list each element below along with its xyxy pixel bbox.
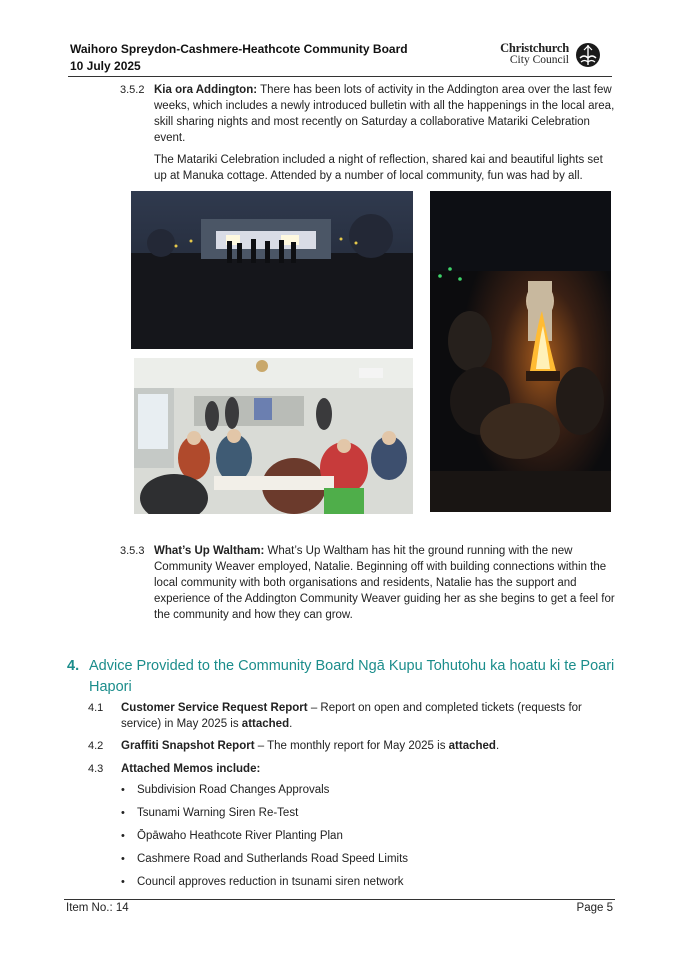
item-3-5-2-heading: Kia ora Addington: [154, 84, 258, 96]
logo-line2: City Council [509, 54, 569, 66]
memo-item: Subdivision Road Changes Approvals [137, 784, 330, 796]
memo-item: Council approves reduction in tsunami siren network [137, 876, 404, 888]
footer-item-number: Item No.: 14 [66, 902, 129, 914]
item-4-1-end: . [289, 718, 293, 730]
header-divider [68, 76, 612, 77]
bullet-icon: • [121, 784, 125, 796]
section-4-number: 4. [67, 658, 80, 674]
item-number-3-5-2: 3.5.2 [120, 84, 145, 96]
item-3-5-2-text: There has been lots of activity in the Addington area over the last few weeks, which includes a newly introduced bulletin with all the happenings in the local area, skill sharing nights and most recently on Saturday a collaborative Matariki Celebration event. [154, 84, 615, 144]
section-4-heading [67, 656, 627, 695]
item-4-1-text: – Report on open and completed tickets (requests for service) in May 2025 is [121, 702, 582, 730]
council-logo-icon [575, 42, 601, 68]
item-3-5-3-heading: What’s Up Waltham: [154, 545, 265, 557]
footer-page-number: Page 5 [576, 902, 613, 914]
memo-item: Tsunami Warning Siren Re-Test [137, 807, 299, 819]
footer-divider [64, 899, 615, 900]
item-4-2-attached: attached [448, 740, 496, 752]
bullet-icon: • [121, 853, 125, 865]
logo-line1: Christchurch [500, 41, 569, 55]
item-4-1-paragraph [121, 700, 611, 732]
item-4-2-text: – The monthly report for May 2025 is [254, 740, 449, 752]
bullet-icon: • [121, 830, 125, 842]
section-4-title: Advice Provided to the Community Board Ngā Kupu Tohutohu ka hoatu ki te Poari Hapori [89, 658, 615, 695]
item-4-1-heading: Customer Service Request Report [121, 702, 308, 714]
item-number-4-2: 4.2 [88, 740, 104, 752]
meeting-date: 10 July 2025 [70, 59, 141, 73]
council-logo [497, 41, 601, 69]
bullet-icon: • [121, 876, 125, 888]
item-4-2-end: . [495, 740, 500, 752]
item-3-5-2-paragraph-2: The Matariki Celebration included a night of reflection, shared kai and beautiful lights set up at Manuka cottage. Attended by a number of local community, fun was had by all. [154, 154, 603, 182]
item-3-5-3-text: What’s Up Waltham has hit the ground running with the new Community Weaver employed, Natalie. Beginning off with building connections within the local community with both organisations and residents, Natalie has the support and experience of the Addington Community Weaver guiding her as she begins to get a feel for the community and how they can grow. [154, 545, 615, 621]
item-4-2-heading: Graffiti Snapshot Report [121, 740, 255, 752]
item-number-3-5-3: 3.5.3 [120, 545, 145, 557]
board-name: Waihoro Spreydon-Cashmere-Heathcote Community Board [70, 42, 408, 56]
item-number-4-1: 4.1 [88, 702, 104, 714]
item-4-3-heading: Attached Memos include: [121, 763, 261, 775]
item-4-3-paragraph [121, 761, 611, 777]
bullet-icon: • [121, 807, 125, 819]
photo-night-cottage [131, 191, 413, 349]
item-4-1-attached: attached [241, 718, 290, 730]
memo-item: Cashmere Road and Sutherlands Road Speed Limits [137, 853, 409, 865]
memo-item: Ōpāwaho Heathcote River Planting Plan [137, 830, 343, 842]
item-4-2-paragraph [121, 738, 611, 754]
item-3-5-2-paragraph [154, 82, 616, 146]
photo-fire-gathering [430, 191, 611, 512]
item-number-4-3: 4.3 [88, 763, 104, 775]
item-3-5-3-paragraph [154, 543, 616, 623]
photo-indoor-celebration [134, 358, 413, 514]
